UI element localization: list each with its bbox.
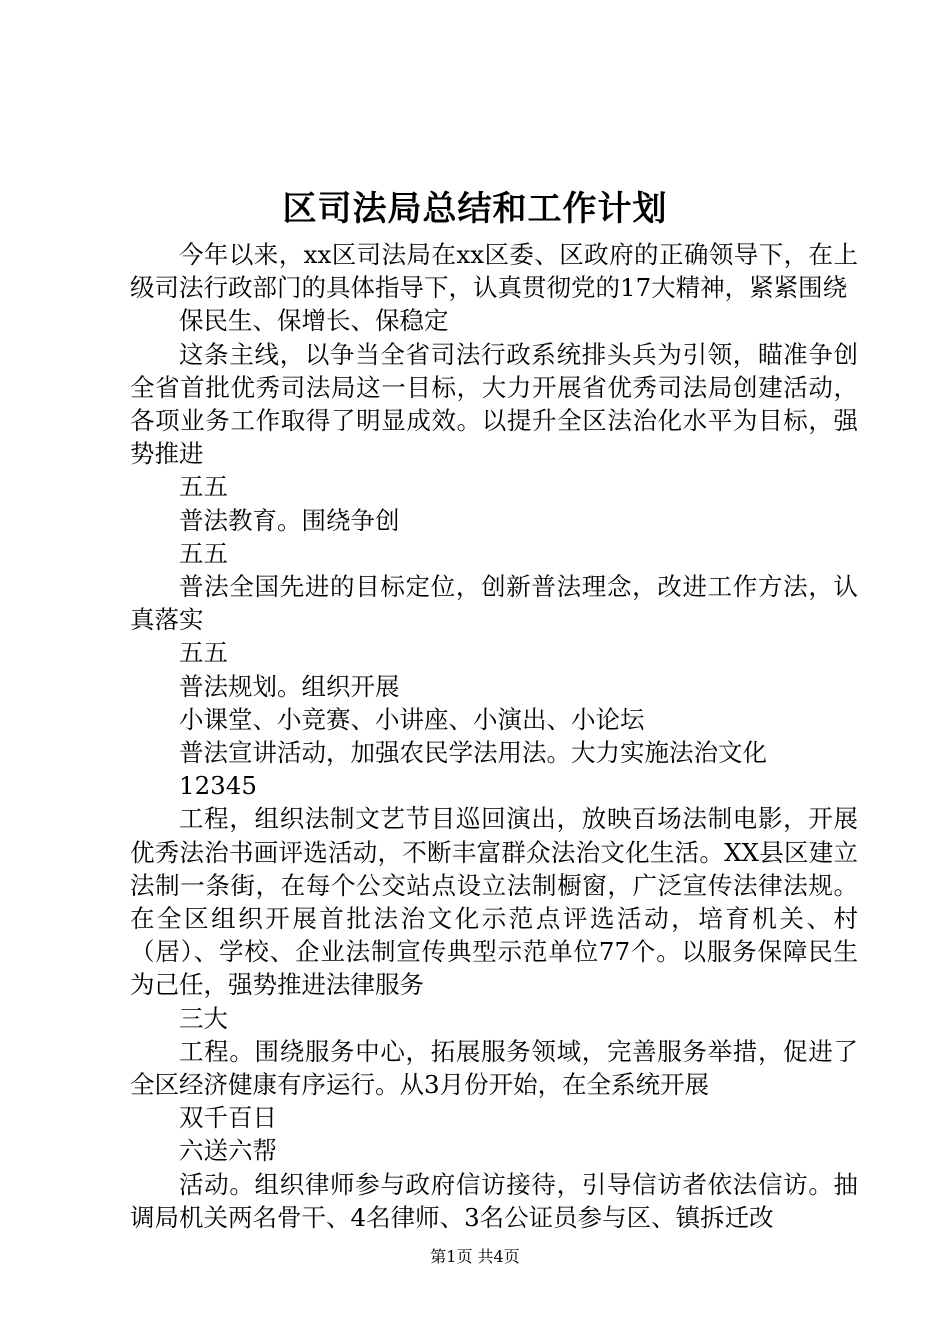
paragraph: 普法教育。围绕争创 [179, 505, 400, 535]
paragraph: 保民生、保增长、保稳定 [179, 306, 449, 336]
paragraph: 五五 [179, 538, 228, 568]
document-title: 区司法局总结和工作计划 [282, 189, 668, 229]
paragraph: 工程。围绕服务中心，拓展服务领域，完善服务举措，促进了全区经济健康有序运行。从3月份开始，在全系统开展 [130, 1036, 858, 1100]
paragraph: 双千百日 [179, 1103, 277, 1133]
paragraph: 今年以来，xx区司法局在xx区委、区政府的正确领导下，在上级司法行政部门的具体指导下，认真贯彻党的17大精神，紧紧围绕 [130, 240, 858, 303]
paragraph: 普法全国先进的目标定位，创新普法理念，改进工作方法，认真落实 [130, 572, 858, 635]
paragraph: 普法宣讲活动，加强农民学法用法。大力实施法治文化 [179, 738, 767, 768]
paragraph: 12345 [179, 771, 257, 801]
paragraph: 这条主线，以争当全省司法行政系统排头兵为引领，瞄准争创全省首批优秀司法局这一目标，大力开展省优秀司法局创建活动，各项业务工作取得了明显成效。以提升全区法治化水平为目标，强势推进 [130, 339, 858, 469]
paragraph: 小课堂、小竞赛、小讲座、小演出、小论坛 [179, 704, 645, 734]
paragraph: 五五 [179, 638, 228, 668]
paragraph: 工程，组织法制文艺节目巡回演出，放映百场法制电影，开展优秀法治书画评选活动，不断丰富群众法治文化生活。XX县区建立法制一条街，在每个公交站点设立法制橱窗，广泛宣传法律法规。在全区组织开展首批法治文化示范点评选活动，培育机关、村（居）、学校、企业法制宣传典型示范单位77个。以服务保障民生为己任，强势推进法律服务 [130, 804, 858, 1000]
paragraph: 六送六帮 [179, 1136, 277, 1166]
paragraph: 普法规划。组织开展 [179, 671, 400, 701]
paragraph: 活动。组织律师参与政府信访接待，引导信访者依法信访。抽调局机关两名骨干、4名律师、3名公证员参与区、镇拆迁改 [130, 1169, 858, 1232]
document-body [130, 238, 858, 1234]
paragraph: 三大 [179, 1003, 228, 1033]
paragraph: 五五 [179, 472, 228, 502]
page-number-footer: 第1页 共4页 [430, 1247, 520, 1266]
